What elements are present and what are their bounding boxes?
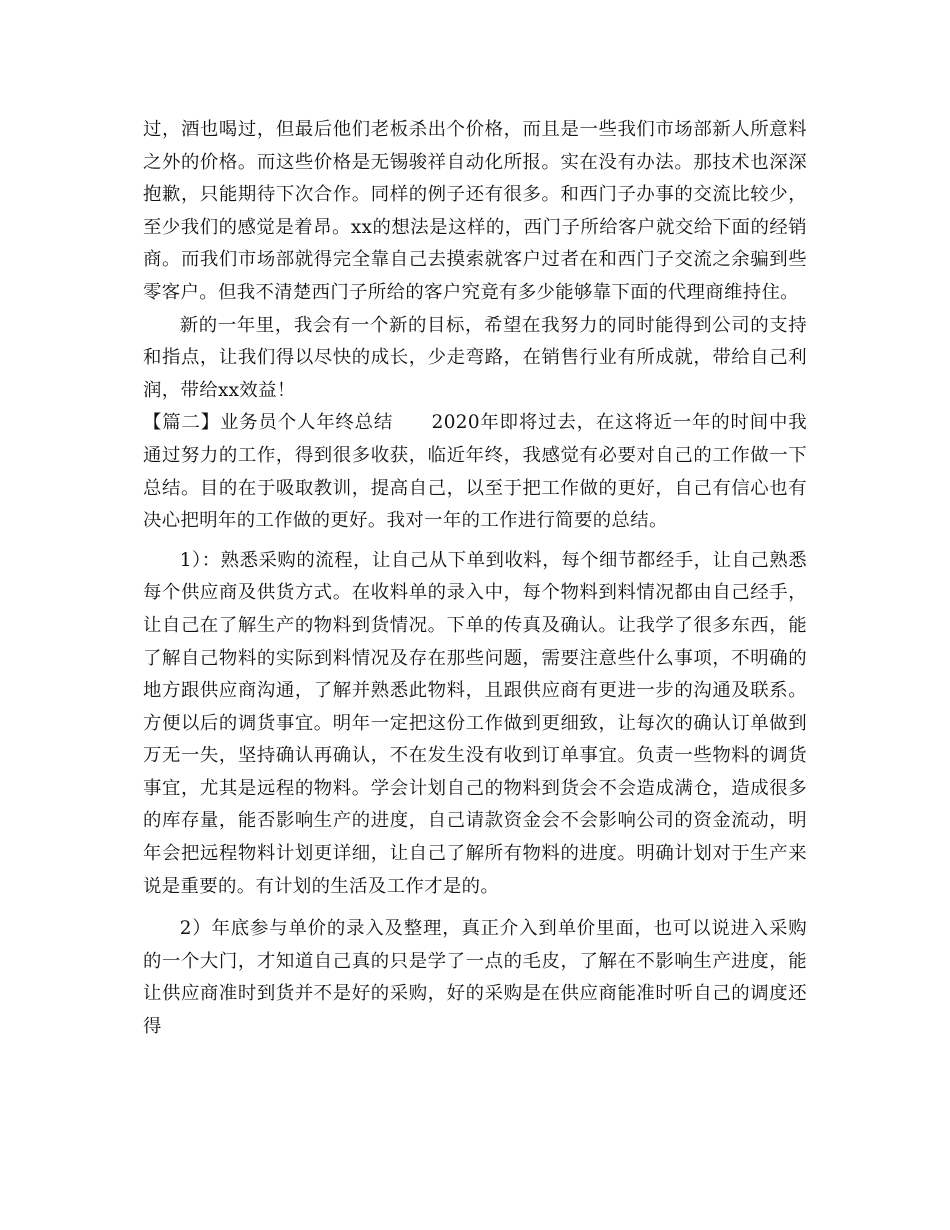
paragraph-section-two (143, 407, 807, 537)
paragraph-item-2: 2）年底参与单价的录入及整理，真正介入到单价里面，也可以说进入采购的一个大门，才知道自己真的只是学了一点的毛皮，了解在不影响生产进度，能让供应商准时到货并不是好的采购，好的采购是在供应商能准时听自己的调度还得 (143, 918, 807, 1038)
paragraph-continuation: 过，酒也喝过，但最后他们老板杀出个价格，而且是一些我们市场部新人所意料之外的价格。而这些价格是无锡骏祥自动化所报。实在没有办法。那技术也深深抱歉，只能期待下次合作。同样的例子还有很多。和西门子办事的交流比较少，至少我们的感觉是着昂。xx的想法是这样的，西门子所给客户就交给下面的经销商。而我们市场部就得完全靠自己去摸索就客户过者在和西门子交流之余骗到些零客户。但我不清楚西门子所给的客户究竟有多少能够靠下面的代理商维持住。 (143, 119, 807, 303)
document-body (143, 114, 807, 1044)
paragraph-new-year-goal: 新的一年里，我会有一个新的目标，希望在我努力的同时能得到公司的支持和指点，让我们得以尽快的成长，少走弯路，在销售行业有所成就，带给自己利润，带给xx效益！ (143, 314, 807, 401)
paragraph-item-1: 1）：熟悉采购的流程，让自己从下单到收料，每个细节都经手，让自己熟悉每个供应商及供货方式。在收料单的录入中，每个物料到料情况都由自己经手，让自己在了解生产的物料到货情况。下单的传真及确认。让我学了很多东西，能了解自己物料的实际到料情况及存在那些问题，需要注意些什么事项，不明确的地方跟供应商沟通，了解并熟悉此物料，且跟供应商有更进一步的沟通及联系。方便以后的调货事宜。明年一定把这份工作做到更细致，让每次的确认订单做到万无一失，坚持确认再确认，不在发生没有收到订单事宜。负责一些物料的调货事宜，尤其是远程的物料。学会计划自己的物料到货会不会造成满仓，造成很多的库存量，能否影响生产的进度，自己请款资金会不会影响公司的资金流动，明年会把远程物料计划更详细，让自己了解所有物料的进度。明确计划对于生产来说是重要的。有计划的生活及工作才是的。 (143, 549, 807, 897)
section-heading: 【篇二】业务员个人年终总结 (143, 412, 394, 434)
section-intro-text: 2020年即将过去，在这将近一年的时间中我通过努力的工作，得到很多收获，临近年终，我感觉有必要对自己的工作做一下总结。目的在于吸取教训，提高自己，以至于把工作做的更好，自己有信心也有决心把明年的工作做的更好。我对一年的工作进行简要的总结。 (143, 412, 808, 532)
